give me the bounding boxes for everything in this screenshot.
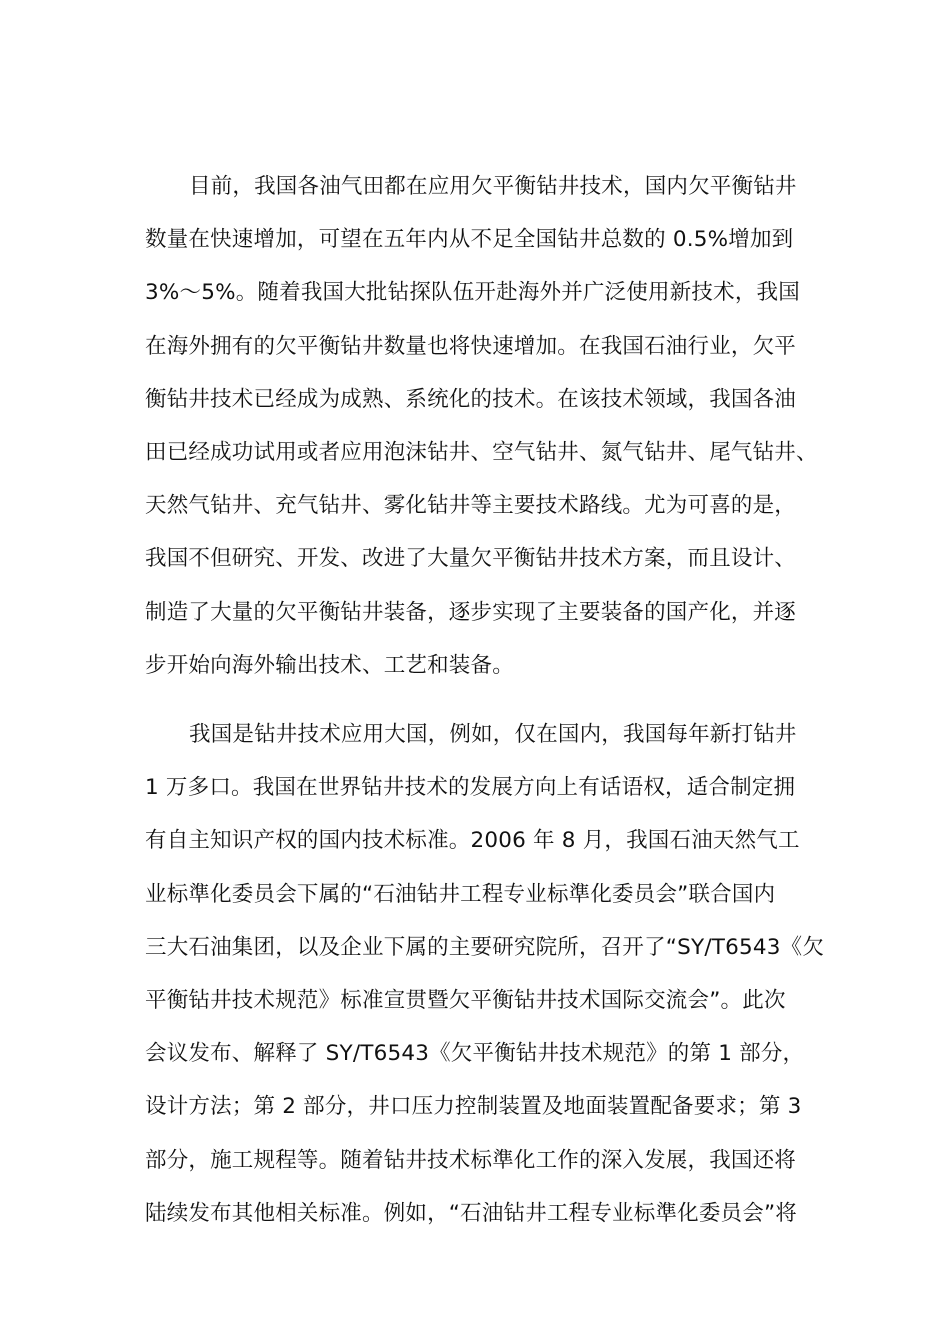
text-line: 陆续发布其他相关标准。例如，“石油钻井工程专业标準化委员会”将: [145, 1200, 797, 1226]
paragraph-drilling-standards: [145, 708, 825, 1240]
text-line: 部分，施工规程等。随着钻井技术标準化工作的深入发展，我国还将: [145, 1147, 797, 1173]
text-line: 我国不但研究、开发、改进了大量欠平衡钻井技术方案，而且设计、: [145, 546, 797, 572]
text-line: 业标準化委员会下属的“石油钻井工程专业标準化委员会”联合国内: [145, 881, 776, 907]
text-line: 数量在快速增加，可望在五年内从不足全国钻井总数的 0.5%增加到: [145, 227, 794, 253]
text-line: 有自主知识产权的国内技术标准。2006 年 8 月，我国石油天然气工: [145, 828, 800, 854]
text-line: 天然气钻井、充气钻井、雾化钻井等主要技术路线。尤为可喜的是，: [145, 493, 797, 519]
text-line: 三大石油集团，以及企业下属的主要研究院所，召开了“SY/T6543《欠: [145, 934, 825, 960]
text-line: 目前，我国各油气田都在应用欠平衡钻井技术，国内欠平衡钻井: [189, 174, 797, 199]
text-line: 我国是钻井技术应用大国，例如，仅在国内，我国每年新打钻井: [189, 722, 797, 747]
text-line: 制造了大量的欠平衡钻井装备，逐步实现了主要装备的国产化，并逐: [145, 599, 797, 625]
text-line: 在海外拥有的欠平衡钻井数量也将快速增加。在我国石油行业，欠平: [145, 333, 797, 359]
text-line: 衡钻井技术已经成为成熟、系统化的技术。在该技术领域，我国各油: [145, 386, 797, 412]
text-line: 平衡钻井技术规范》标准宣贯暨欠平衡钻井技术国际交流会”。此次: [145, 987, 786, 1013]
text-line: 设计方法；第 2 部分，井口压力控制装置及地面装置配备要求；第 3: [145, 1094, 802, 1120]
text-line: 会议发布、解释了 SY/T6543《欠平衡钻井技术规范》的第 1 部分，: [145, 1041, 805, 1067]
text-line: 田已经成功试用或者应用泡沫钻井、空气钻井、氮气钻井、尾气钻井、: [145, 439, 818, 465]
text-line: 步开始向海外输出技术、工艺和装备。: [145, 652, 514, 678]
paragraph-domestic-underbalanced-drilling: [145, 160, 825, 692]
text-line: 1 万多口。我国在世界钻井技术的发展方向上有话语权，适合制定拥: [145, 775, 796, 801]
text-line: 3%～5%。随着我国大批钻探队伍开赴海外并广泛使用新技术，我国: [145, 280, 800, 306]
